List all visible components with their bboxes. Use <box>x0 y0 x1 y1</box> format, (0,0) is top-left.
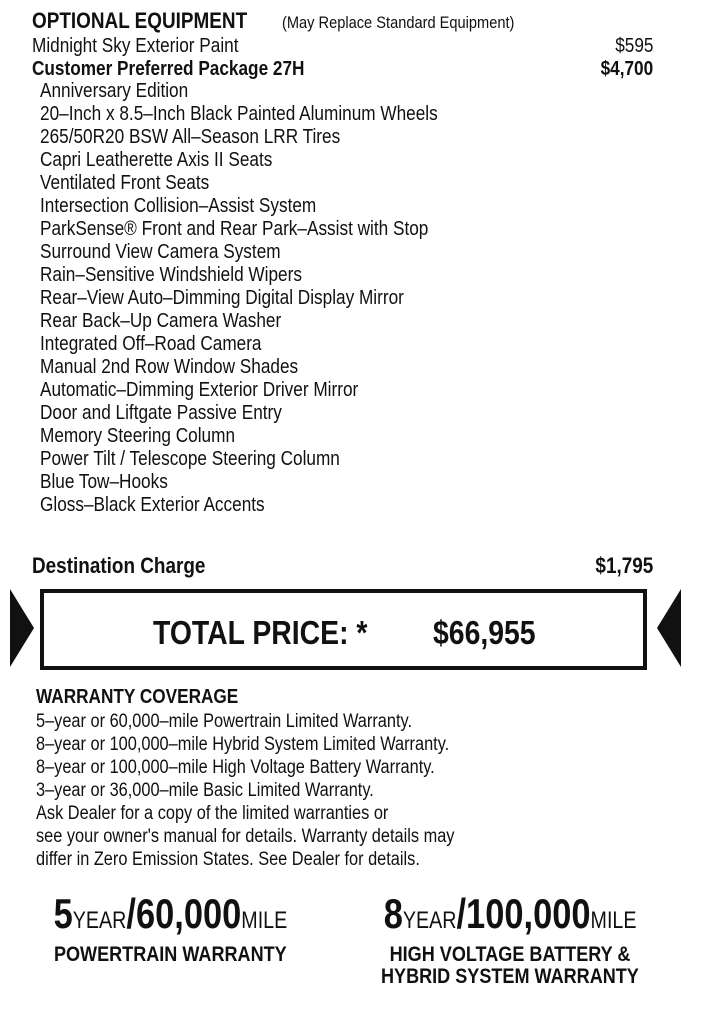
option-label-paint: Midnight Sky Exterior Paint <box>32 35 239 57</box>
package-item: Blue Tow–Hooks <box>40 471 168 493</box>
warranty-lines <box>36 710 523 871</box>
package-item: ParkSense® Front and Rear Park–Assist with Stop <box>40 218 429 240</box>
powertrain-warranty-badge <box>20 890 320 966</box>
package-item: Capri Leatherette Axis II Seats <box>40 149 273 171</box>
warranty-line: 8–year or 100,000–mile Hybrid System Limited Warranty. <box>36 734 450 755</box>
package-item: Automatic–Dimming Exterior Driver Mirror <box>40 379 359 401</box>
warranty-line: differ in Zero Emission States. See Dealer for details. <box>36 849 420 870</box>
destination-price: $1,795 <box>595 553 653 578</box>
package-item: Surround View Camera System <box>40 241 281 263</box>
option-price-package: $4,700 <box>600 58 653 80</box>
destination-label: Destination Charge <box>32 553 206 578</box>
package-item: Ventilated Front Seats <box>40 172 210 194</box>
package-item: Intersection Collision–Assist System <box>40 195 317 217</box>
warranty-line: see your owner's manual for details. Warranty details may <box>36 826 455 847</box>
package-item: Gloss–Black Exterior Accents <box>40 494 265 516</box>
package-item: Door and Liftgate Passive Entry <box>40 402 282 424</box>
package-item: Rear–View Auto–Dimming Digital Display Mirror <box>40 287 404 309</box>
badge-caption: HIGH VOLTAGE BATTERY & <box>389 943 631 966</box>
package-item: 265/50R20 BSW All–Season LRR Tires <box>40 126 341 148</box>
total-price-label: TOTAL PRICE: * <box>153 614 368 651</box>
badge-caption: POWERTRAIN WARRANTY <box>53 943 287 966</box>
package-item: 20–Inch x 8.5–Inch Black Painted Aluminum Wheels <box>40 103 438 125</box>
option-label-package: Customer Preferred Package 27H <box>32 58 305 80</box>
section-note: (May Replace Standard Equipment) <box>282 13 515 32</box>
warranty-line: 3–year or 36,000–mile Basic Limited Warranty. <box>36 780 374 801</box>
warranty-line: 8–year or 100,000–mile High Voltage Battery Warranty. <box>36 757 435 778</box>
battery-hybrid-warranty-badge <box>355 890 665 988</box>
package-item: Power Tilt / Telescope Steering Column <box>40 448 340 470</box>
warranty-line: Ask Dealer for a copy of the limited warranties or <box>36 803 389 824</box>
package-item: Memory Steering Column <box>40 425 236 447</box>
badge-caption: HYBRID SYSTEM WARRANTY <box>381 965 639 988</box>
option-price-paint: $595 <box>614 35 653 57</box>
package-item: Manual 2nd Row Window Shades <box>40 356 299 378</box>
total-price-value: $66,955 <box>433 614 536 651</box>
warranty-title: WARRANTY COVERAGE <box>36 686 239 708</box>
arrow-right-icon <box>10 589 34 667</box>
package-item: Rear Back–Up Camera Washer <box>40 310 282 332</box>
arrow-left-icon <box>657 589 681 667</box>
warranty-line: 5–year or 60,000–mile Powertrain Limited Warranty. <box>36 711 412 732</box>
package-item: Anniversary Edition <box>40 80 189 102</box>
package-item: Integrated Off–Road Camera <box>40 333 262 355</box>
badge-headline: 8YEAR/100,000MILE <box>383 890 637 937</box>
package-item-list <box>40 80 502 517</box>
badge-headline: 5YEAR/60,000MILE <box>53 890 287 937</box>
section-title: OPTIONAL EQUIPMENT <box>32 8 248 33</box>
package-item: Rain–Sensitive Windshield Wipers <box>40 264 302 286</box>
